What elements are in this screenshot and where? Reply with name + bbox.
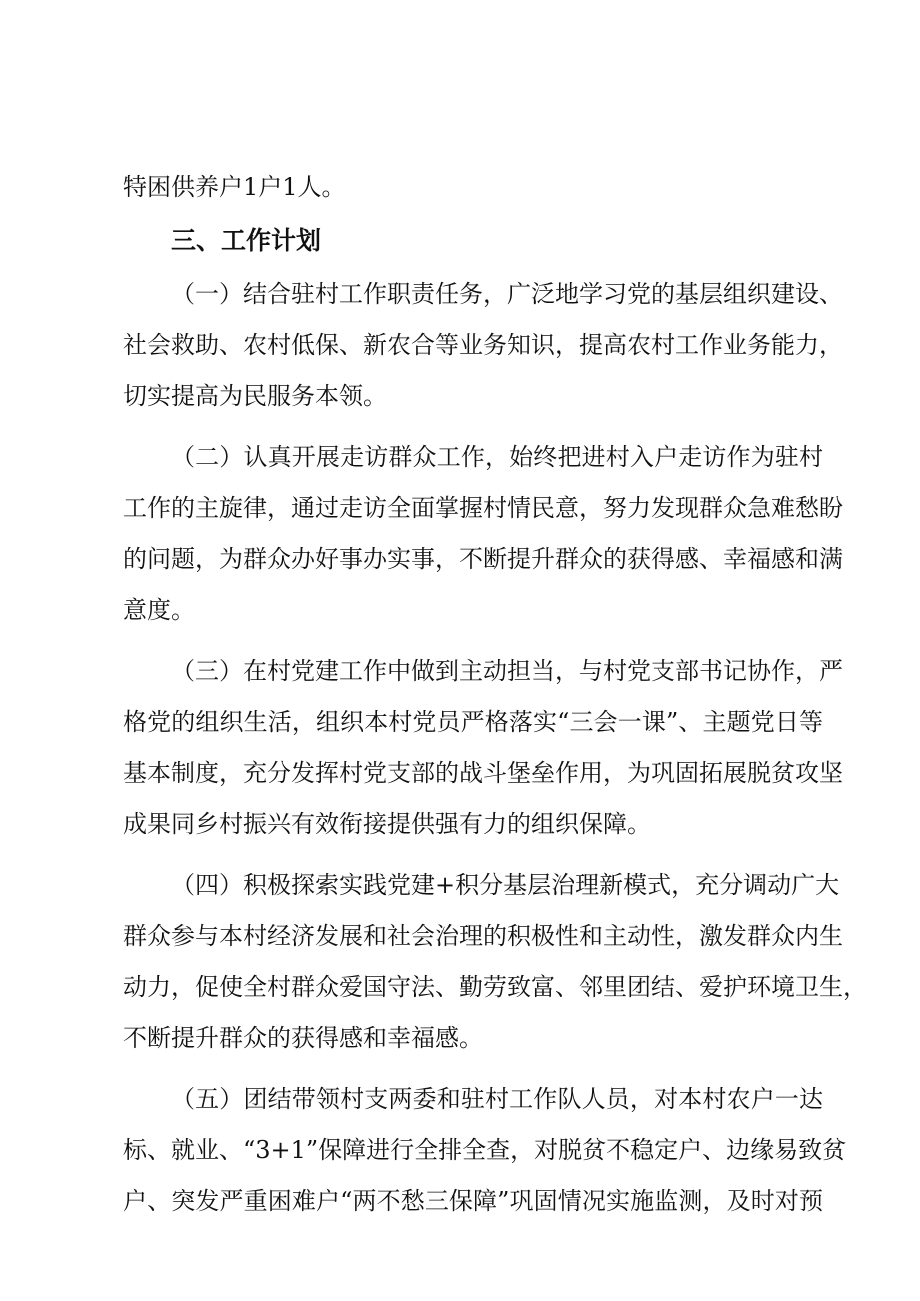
paragraph-line: 意度。	[123, 596, 195, 624]
paragraph-line: （三）在村党建工作中做到主动担当，与村党支部书记协作，严	[171, 657, 843, 685]
paragraph-line: 成果同乡村振兴有效衔接提供强有力的组织保障。	[123, 810, 651, 838]
section-heading: 三、工作计划	[171, 226, 322, 255]
paragraph-line: 户、突发严重困难户“两不愁三保障”巩固情况实施监测，及时对预	[123, 1187, 823, 1215]
paragraph-1	[123, 269, 843, 422]
paragraph-line: （一）结合驻村工作职责任务，广泛地学习党的基层组织建设、	[171, 280, 843, 308]
lead-line: 特困供养户1户1人。	[123, 173, 346, 201]
paragraph-line: 切实提高为民服务本领。	[123, 382, 387, 410]
paragraph-line: 的问题，为群众办好事办实事，不断提升群众的获得感、幸福感和满	[123, 545, 843, 573]
paragraph-line: 动力，促使全村群众爱国守法、勤劳致富、邻里团结、爱护环境卫生，	[123, 973, 867, 1001]
paragraph-line: 基本制度，充分发挥村党支部的战斗堡垒作用，为巩固拓展脱贫攻坚	[123, 759, 843, 787]
paragraph-line: 标、就业、“3+1”保障进行全排全查，对脱贫不稳定户、边缘易致贫	[123, 1136, 847, 1164]
paragraph-4	[123, 860, 867, 1064]
paragraph-line: 群众参与本村经济发展和社会治理的积极性和主动性，激发群众内生	[123, 922, 843, 950]
paragraph-line: （二）认真开展走访群众工作，始终把进村入户走访作为驻村	[171, 443, 823, 471]
paragraph-3	[123, 646, 843, 850]
document-body	[123, 162, 867, 1227]
paragraph-2	[123, 432, 843, 636]
paragraph-line: （四）积极探索实践党建+积分基层治理新模式，充分调动广大	[171, 871, 840, 899]
paragraph-line: 不断提升群众的获得感和幸福感。	[123, 1024, 483, 1052]
paragraph-5	[123, 1074, 847, 1227]
paragraph-line: 社会救助、农村低保、新农合等业务知识，提高农村工作业务能力，	[123, 331, 843, 359]
paragraph-line: 工作的主旋律，通过走访全面掌握村情民意，努力发现群众急难愁盼	[123, 494, 843, 522]
paragraph-line: （五）团结带领村支两委和驻村工作队人员，对本村农户一达	[171, 1085, 823, 1113]
paragraph-line: 格党的组织生活，组织本村党员严格落实“三会一课”、主题党日等	[123, 708, 823, 736]
